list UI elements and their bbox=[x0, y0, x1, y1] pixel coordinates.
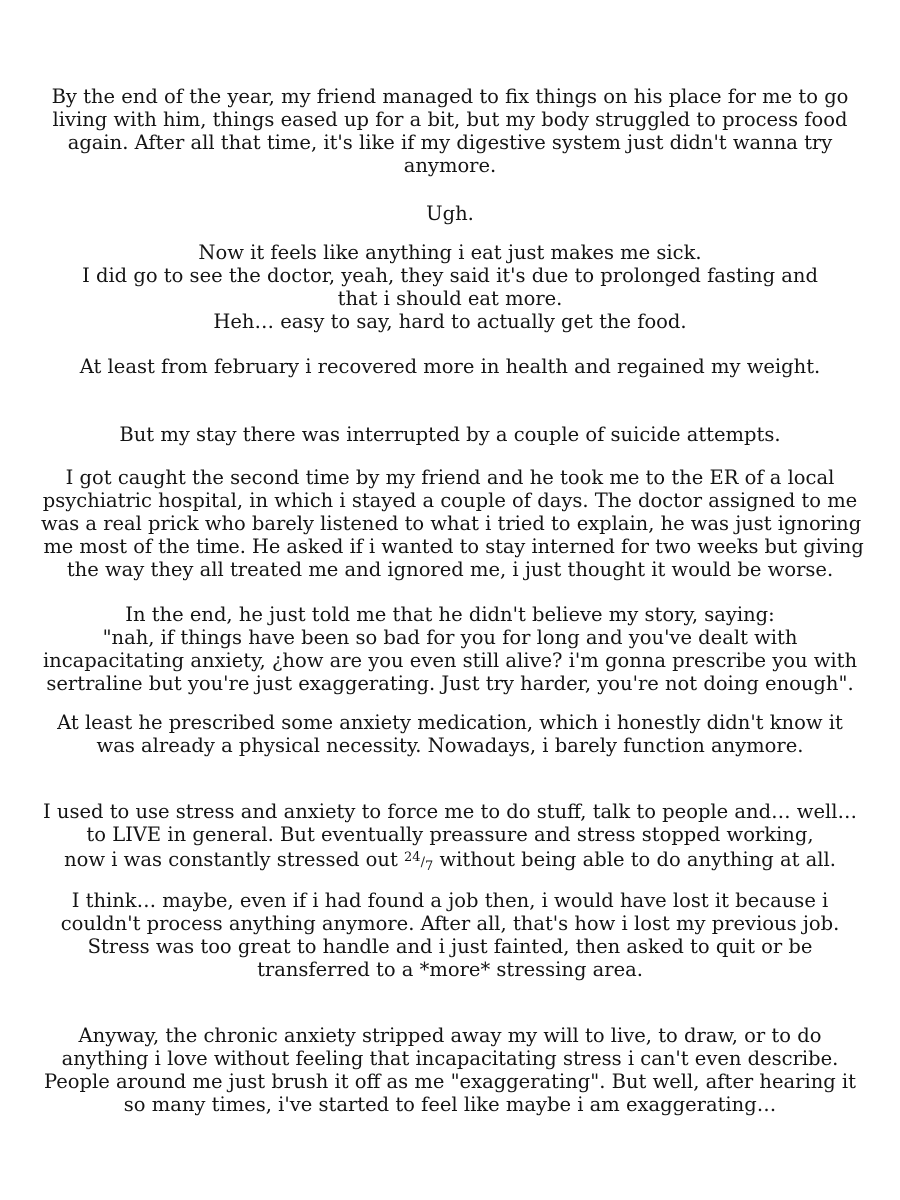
paragraph-9 bbox=[40, 800, 860, 878]
text-line: that i should eat more. bbox=[337, 287, 563, 310]
paragraph-4 bbox=[40, 355, 860, 378]
paragraph-6 bbox=[40, 466, 864, 581]
text-line: anything i love without feeling that incapacitating stress i can't even describe. bbox=[61, 1047, 839, 1070]
paragraph-2 bbox=[40, 202, 860, 225]
text-line: By the end of the year, my friend managed to fix things on his place for me to go bbox=[51, 85, 849, 108]
text-segment: now i was constantly stressed out bbox=[64, 848, 405, 871]
paragraph-7 bbox=[40, 603, 860, 695]
text-line: Heh… easy to say, hard to actually get the food. bbox=[213, 310, 687, 333]
fraction-24-7: 24/7 bbox=[404, 850, 434, 874]
text-line: sertraline but you're just exaggerating. Just try harder, you're not doing enough". bbox=[46, 672, 854, 695]
text-line: was a real prick who barely listened to what i tried to explain, he was just ignoring bbox=[40, 512, 862, 535]
text-line: transferred to a *more* stressing area. bbox=[257, 958, 643, 981]
paragraph-8 bbox=[40, 711, 860, 757]
text-line: was already a physical necessity. Nowadays, i barely function anymore. bbox=[96, 734, 804, 757]
text-line: "nah, if things have been so bad for you for long and you've dealt with bbox=[102, 626, 798, 649]
text-line: In the end, he just told me that he didn't believe my story, saying: bbox=[125, 603, 775, 626]
text-line: couldn't process anything anymore. After all, that's how i lost my previous job. bbox=[60, 912, 840, 935]
paragraph-5 bbox=[40, 423, 860, 446]
text-line: At least he prescribed some anxiety medication, which i honestly didn't know it bbox=[57, 711, 843, 734]
fraction-denominator: 7 bbox=[424, 859, 434, 874]
text-line: to LIVE in general. But eventually preassure and stress stopped working, bbox=[86, 823, 814, 846]
text-line-fraction bbox=[40, 846, 860, 878]
text-line: I did go to see the doctor, yeah, they said it's due to prolonged fasting and bbox=[82, 264, 818, 287]
paragraph-11 bbox=[40, 1024, 860, 1116]
text-line: incapacitating anxiety, ¿how are you even still alive? i'm gonna prescribe you with bbox=[42, 649, 858, 672]
text-line: so many times, i've started to feel like maybe i am exaggerating… bbox=[123, 1093, 777, 1116]
paragraph-10 bbox=[40, 889, 860, 981]
text-line: psychiatric hospital, in which i stayed a couple of days. The doctor assigned to me bbox=[42, 489, 858, 512]
text-line: the way they all treated me and ignored me, i just thought it would be worse. bbox=[66, 558, 834, 581]
text-segment: without being able to do anything at all. bbox=[433, 848, 836, 871]
text-line: me most of the time. He asked if i wanted to stay interned for two weeks but giving bbox=[43, 535, 864, 558]
text-line: But my stay there was interrupted by a couple of suicide attempts. bbox=[119, 423, 781, 446]
text-line: I got caught the second time by my friend and he took me to the ER of a local bbox=[65, 466, 835, 489]
text-line: People around me just brush it off as me "exaggerating". But well, after hearing it bbox=[43, 1070, 857, 1093]
text-line: living with him, things eased up for a bit, but my body struggled to process food bbox=[52, 108, 848, 131]
text-line: anymore. bbox=[403, 154, 497, 177]
text-line: Ugh. bbox=[426, 202, 474, 225]
text-line: again. After all that time, it's like if my digestive system just didn't wanna try bbox=[67, 131, 833, 154]
text-line: At least from february i recovered more in health and regained my weight. bbox=[79, 355, 821, 378]
text-line: I used to use stress and anxiety to force me to do stuff, talk to people and… well… bbox=[43, 800, 857, 823]
paragraph-3 bbox=[40, 241, 860, 333]
text-line: Now it feels like anything i eat just makes me sick. bbox=[198, 241, 702, 264]
fraction-numerator: 24 bbox=[404, 850, 421, 865]
text-line: Stress was too great to handle and i just fainted, then asked to quit or be bbox=[87, 935, 813, 958]
text-line: I think… maybe, even if i had found a job then, i would have lost it because i bbox=[71, 889, 829, 912]
text-line: Anyway, the chronic anxiety stripped away my will to live, to draw, or to do bbox=[78, 1024, 822, 1047]
paragraph-1 bbox=[40, 85, 860, 177]
